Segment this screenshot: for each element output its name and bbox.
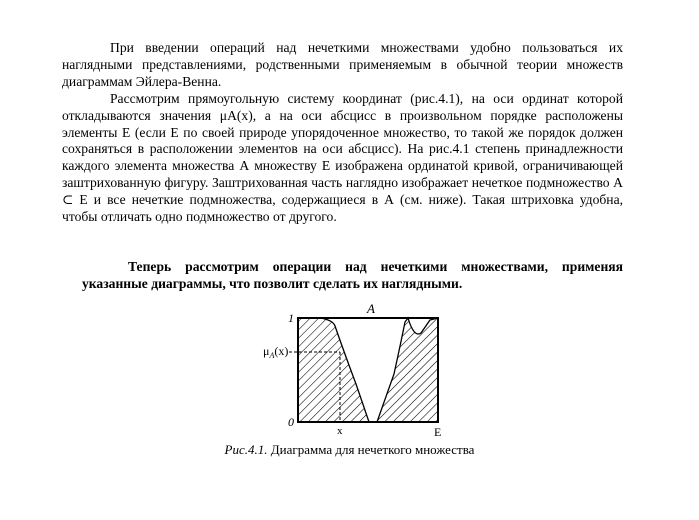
figure-caption <box>0 442 699 458</box>
mu-subscript: A <box>269 351 275 360</box>
mu-symbol: μ <box>263 344 270 358</box>
x-axis-element-label: x <box>337 425 343 437</box>
y-max-label: 1 <box>288 311 294 325</box>
y-zero-label: 0 <box>288 415 294 429</box>
set-a-label: A <box>367 301 375 316</box>
mu-argument: (x) <box>274 344 289 358</box>
paragraph-coordinate-system: Рассмотрим прямоугольную систему координат (рис.4.1), на оси ординат которой откладываются значения μA(x), а на оси абсцисс в произвольном порядке расположены элементы Е (если Е по своей природе упорядоченное множество, то такой же порядок должен сохраняться в расположении элементов на оси абсцисс). На рис.4.1 степень принадлежности каждого элемента множества А множеству Е изображена ординатой кривой, ограничивающей заштрихованную фигуру. Заштрихованная часть наглядно изображает нечеткое подмножество A ⊂ E и все нечеткие подмножества, содержащиеся в А (см. ниже). Такая штриховка удобна, чтобы отличать одно подмножество от другого. <box>62 91 623 224</box>
mu-a-label <box>263 344 288 360</box>
membership-region-left <box>298 318 369 422</box>
paragraph-euler-venn: При введении операций над нечеткими множествами удобно пользоваться их наглядными представлениями, родственными применяемым в обычной теории множеств диаграммам Эйлера-Венна. <box>62 40 623 89</box>
caption-text: Диаграмма для нечеткого множества <box>270 442 475 457</box>
paragraph-operations: Теперь рассмотрим операции над нечеткими множествами, применяя указанные диаграммы, что позволит сделать их наглядными. <box>82 259 623 291</box>
universe-e-label: E <box>434 425 442 439</box>
caption-prefix: Рис.4.1. <box>224 442 268 457</box>
membership-region-right <box>377 318 438 422</box>
